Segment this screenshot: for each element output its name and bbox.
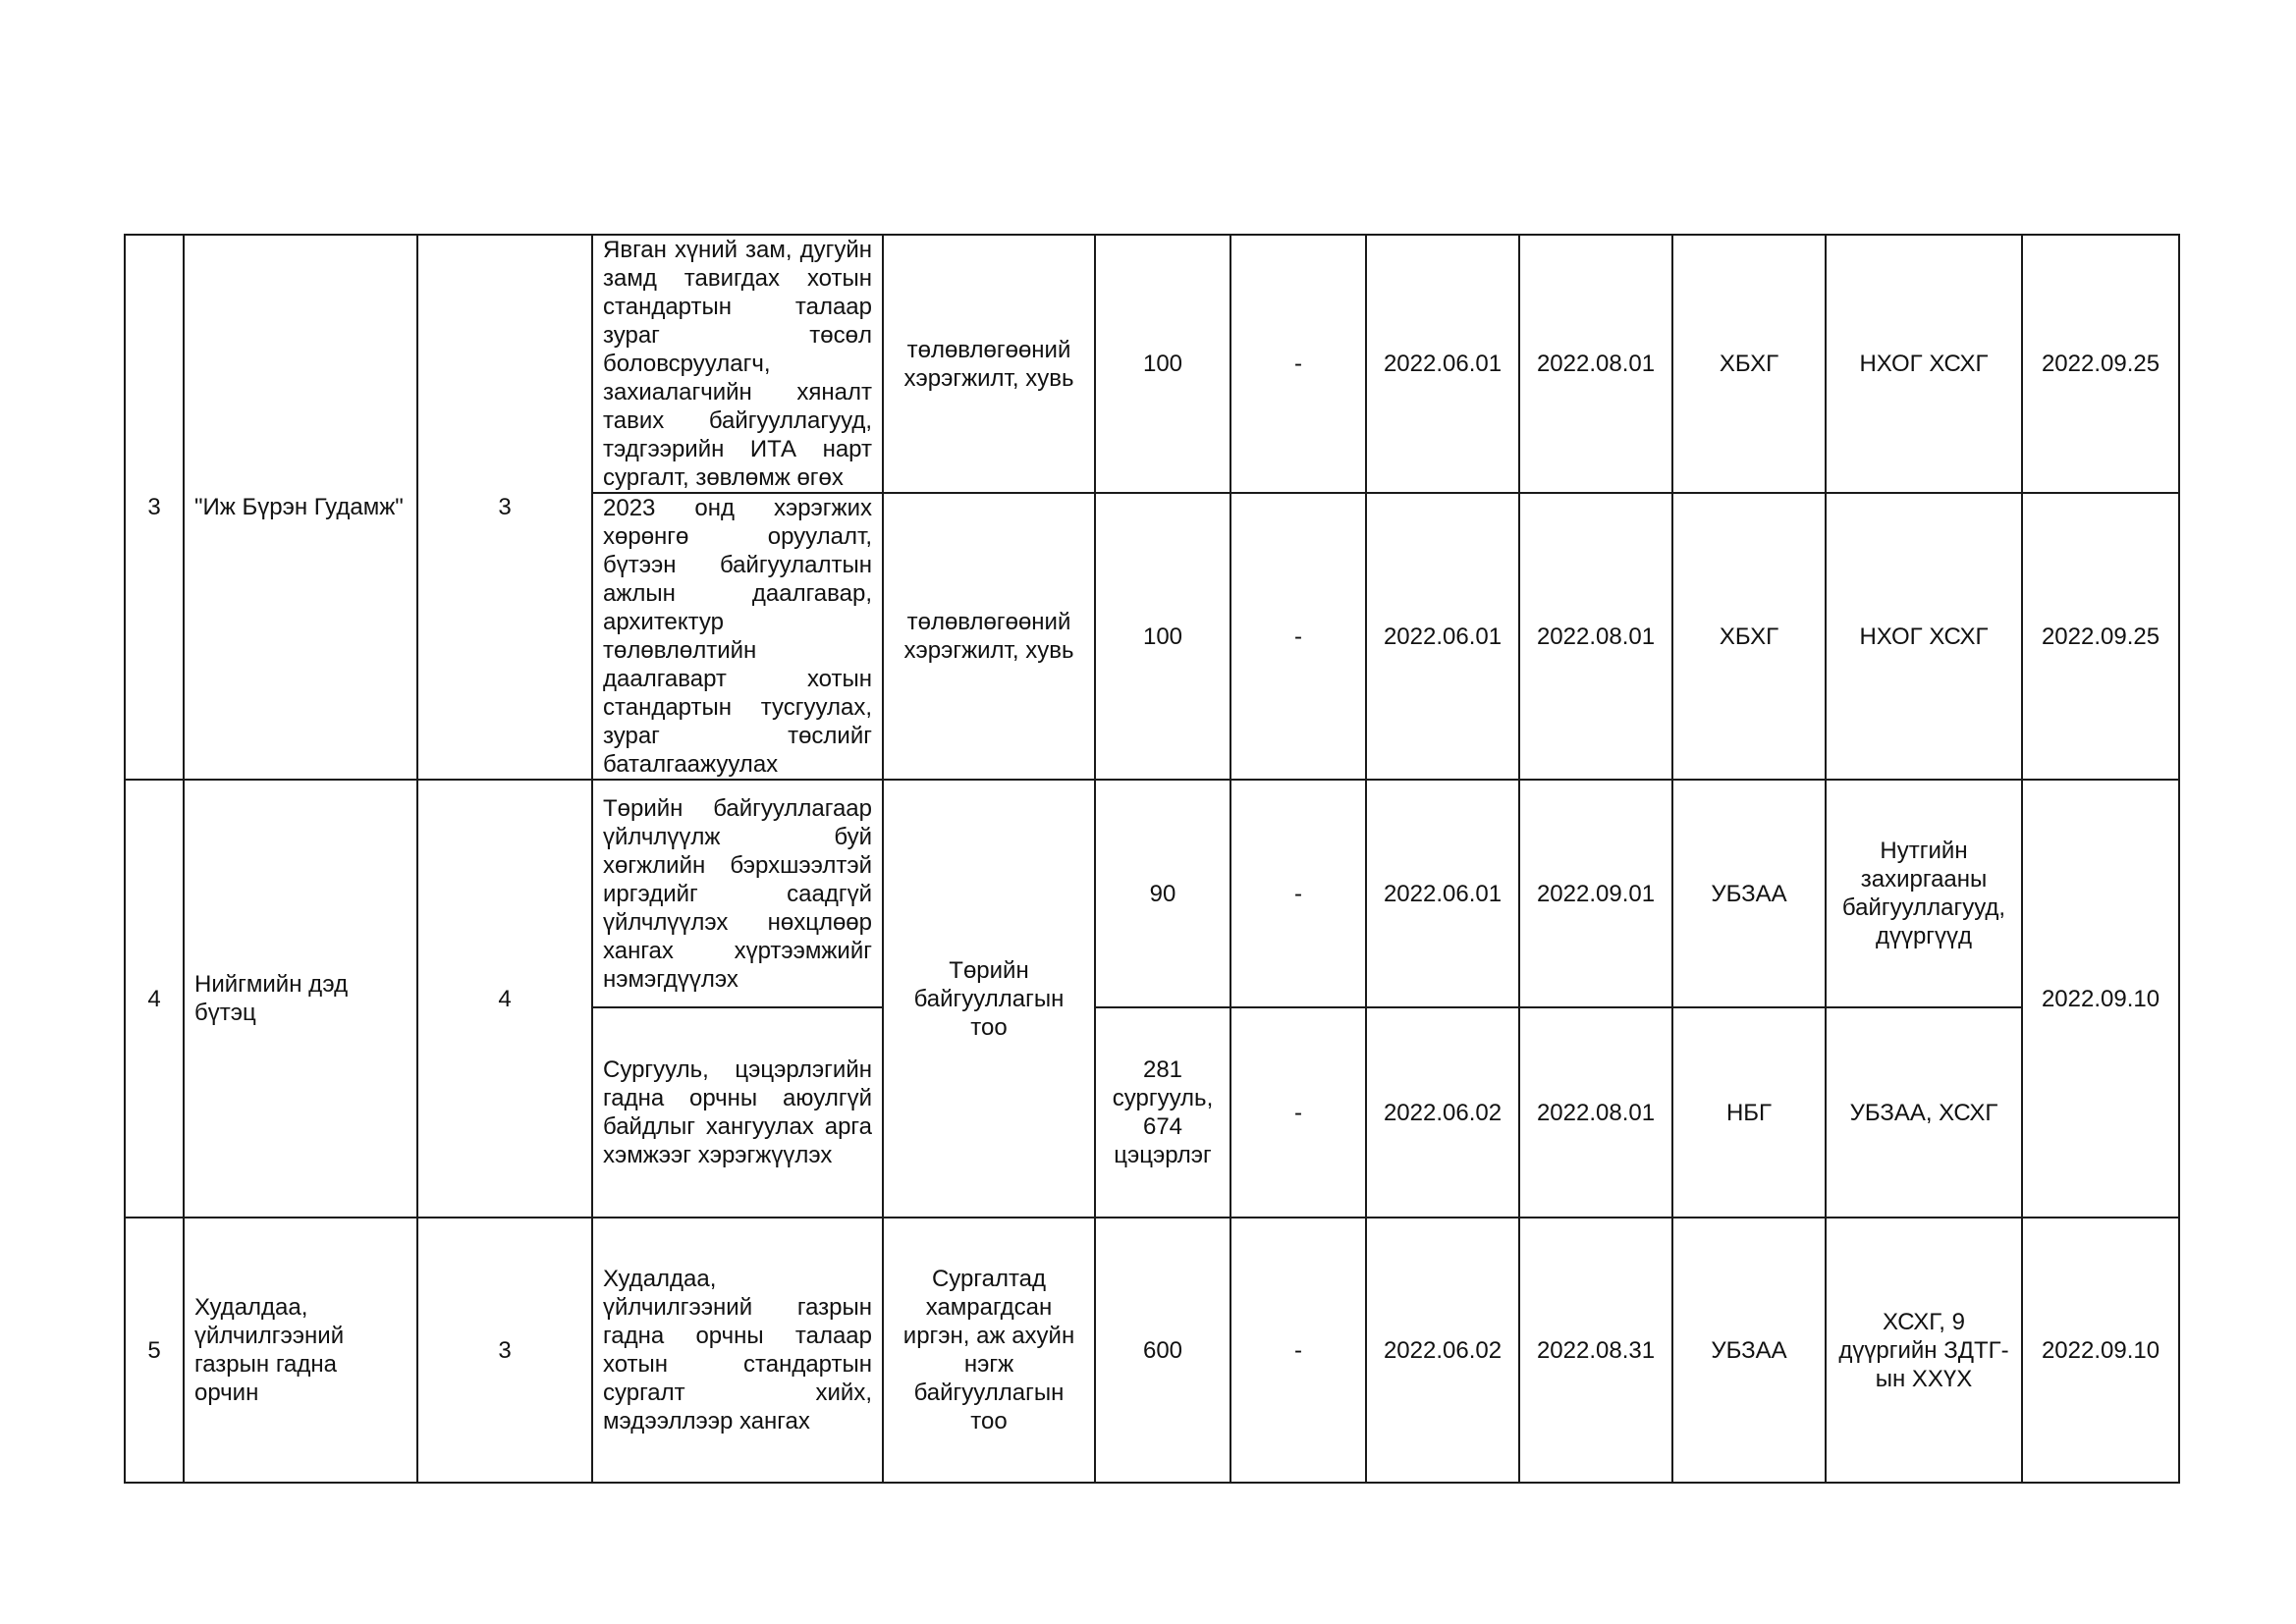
report-date: 2022.09.10 [2022,780,2179,1218]
target-value: 281 сургууль, 674 цэцэрлэг [1095,1007,1230,1218]
baseline-value: - [1230,1218,1366,1483]
target-value: 100 [1095,493,1230,780]
partner-orgs: Нутгийн захиргааны байгууллагууд, дүүргүүд [1826,780,2022,1007]
action-plan-table [124,234,2180,1484]
responsible-org: УБЗАА [1672,780,1826,1007]
end-date: 2022.08.01 [1519,1007,1672,1218]
start-date: 2022.06.01 [1366,780,1519,1007]
activity-text: Төрийн байгууллагаар үйлчлүүлж буй хөгжлийн бэрхшээлтэй иргэдийг саадгүй үйлчлүүлэх нөхцлөөр хангах хүртээмжийг нэмэгдүүлэх [592,780,883,1007]
start-date: 2022.06.01 [1366,235,1519,493]
partner-orgs: НХОГ ХСХГ [1826,493,2022,780]
report-date: 2022.09.25 [2022,235,2179,493]
direction-count: 3 [417,235,592,780]
start-date: 2022.06.02 [1366,1007,1519,1218]
table-row [125,780,2179,1007]
table-row [125,1218,2179,1483]
baseline-value: - [1230,1007,1366,1218]
report-date: 2022.09.25 [2022,493,2179,780]
baseline-value: - [1230,235,1366,493]
responsible-org: НБГ [1672,1007,1826,1218]
end-date: 2022.09.01 [1519,780,1672,1007]
row-number: 4 [125,780,184,1218]
row-number: 5 [125,1218,184,1483]
end-date: 2022.08.31 [1519,1218,1672,1483]
indicator-text: Сургалтад хамрагдсан иргэн, аж ахуйн нэгж байгууллагын тоо [883,1218,1095,1483]
partner-orgs: НХОГ ХСХГ [1826,235,2022,493]
direction-name: "Иж Бүрэн Гудамж" [184,235,417,780]
start-date: 2022.06.01 [1366,493,1519,780]
partner-orgs: УБЗАА, ХСХГ [1826,1007,2022,1218]
activity-text: Явган хүний зам, дугуйн замд тавигдах хотын стандартын талаар зураг төсөл боловсруулагч, захиалагчийн хяналт тавих байгууллагууд, тэдгээрийн ИТА нарт сургалт, зөвлөмж өгөх [592,235,883,493]
direction-count: 3 [417,1218,592,1483]
responsible-org: УБЗАА [1672,1218,1826,1483]
responsible-org: ХБХГ [1672,235,1826,493]
activity-text: Сургууль, цэцэрлэгийн гадна орчны аюулгүй байдлыг хангуулах арга хэмжээг хэрэгжүүлэх [592,1007,883,1218]
table-row [125,235,2179,493]
end-date: 2022.08.01 [1519,235,1672,493]
row-number: 3 [125,235,184,780]
responsible-org: ХБХГ [1672,493,1826,780]
activity-text: 2023 онд хэрэгжих хөрөнгө оруулалт, бүтээн байгуулалтын ажлын даалгавар, архитектур төлөвлөлтийн даалгаварт хотын стандартын тусгуулах, зураг төслийг баталгаажуулах [592,493,883,780]
indicator-text: төлөвлөгөөний хэрэгжилт, хувь [883,493,1095,780]
direction-name: Нийгмийн дэд бүтэц [184,780,417,1218]
partner-orgs: ХСХГ, 9 дүүргийн ЗДТГ-ын ХХҮХ [1826,1218,2022,1483]
start-date: 2022.06.02 [1366,1218,1519,1483]
direction-count: 4 [417,780,592,1218]
report-date: 2022.09.10 [2022,1218,2179,1483]
baseline-value: - [1230,493,1366,780]
target-value: 100 [1095,235,1230,493]
indicator-text: төлөвлөгөөний хэрэгжилт, хувь [883,235,1095,493]
end-date: 2022.08.01 [1519,493,1672,780]
activity-text: Худалдаа, үйлчилгээний газрын гадна орчны талаар хотын стандартын сургалт хийх, мэдээллээр хангах [592,1218,883,1483]
target-value: 90 [1095,780,1230,1007]
baseline-value: - [1230,780,1366,1007]
target-value: 600 [1095,1218,1230,1483]
direction-name: Худалдаа, үйлчилгээний газрын гадна орчин [184,1218,417,1483]
indicator-text: Төрийн байгууллагын тоо [883,780,1095,1218]
